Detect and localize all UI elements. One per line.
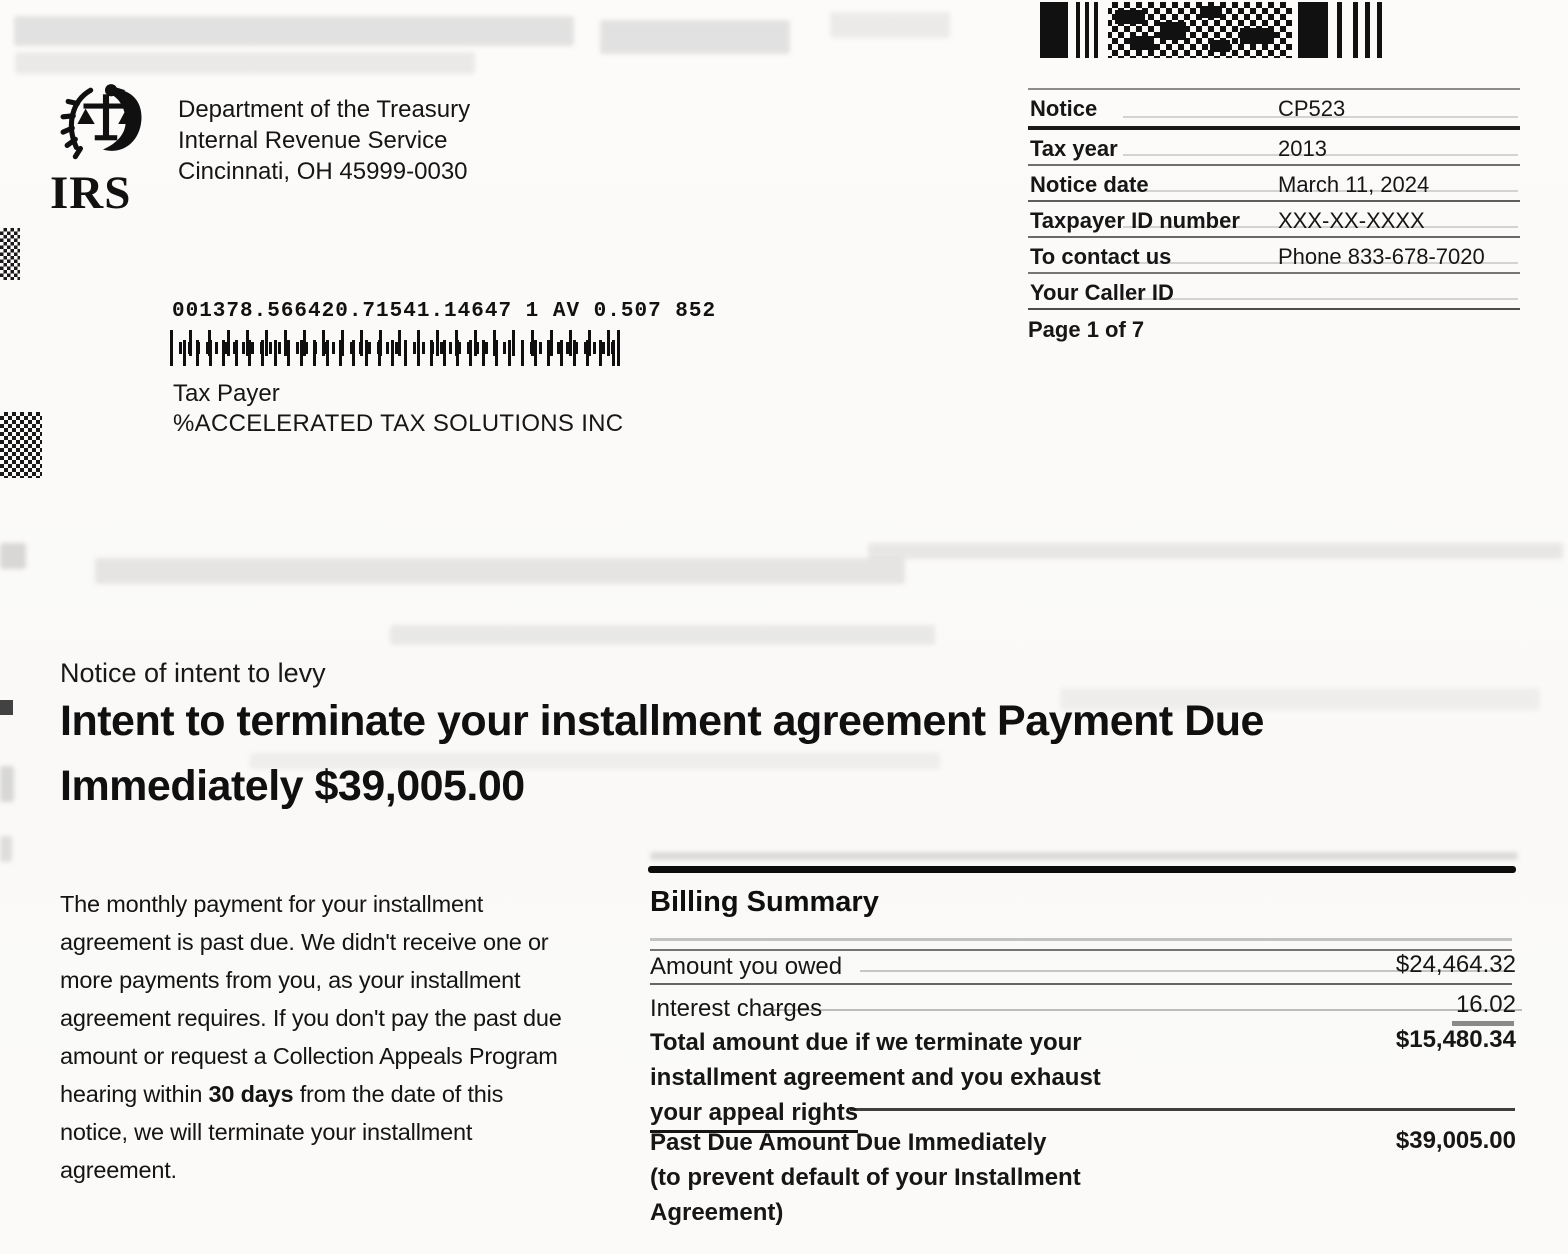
irs-eagle-logo	[60, 80, 152, 172]
billing-row-label: installment agreement and you exhaust	[650, 1064, 1101, 1091]
agency-address-line: Cincinnati, OH 45999-0030	[178, 158, 468, 185]
billing-row-label: Past Due Amount Due Immediately	[650, 1129, 1047, 1156]
billing-row-value: $24,464.32	[1395, 951, 1516, 978]
billing-row-value: $39,005.00	[1395, 1127, 1516, 1154]
scan-artifact	[390, 625, 935, 645]
billing-row-label: Interest charges	[650, 995, 823, 1022]
billing-row-label: (to prevent default of your Installment	[650, 1164, 1081, 1191]
rule	[650, 949, 1512, 951]
rule	[650, 938, 1512, 941]
table-row	[1028, 90, 1520, 130]
body-line: The monthly payment for your installment	[60, 891, 484, 917]
scan-artifact	[0, 766, 14, 802]
billing-row-label: Total amount due if we terminate your	[650, 1029, 1082, 1056]
scan-artifact	[650, 852, 1518, 860]
body-line: agreement.	[60, 1157, 177, 1183]
rule	[770, 1009, 1522, 1011]
billing-summary-heading: Billing Summary	[650, 886, 879, 918]
notice-title: Intent to terminate your installment agreement Payment Due	[60, 697, 1264, 745]
notice-title: Immediately $39,005.00	[60, 762, 525, 810]
body-line: agreement is past due. We didn't receive one or	[60, 929, 549, 955]
scan-artifact	[14, 16, 574, 46]
intelligent-mail-barcode	[170, 330, 620, 366]
row-label: To contact us	[1030, 244, 1172, 269]
body-line: agreement requires. If you don't pay the past due	[60, 1005, 562, 1031]
row-value: 2013	[1278, 136, 1327, 161]
agency-address-line: Internal Revenue Service	[178, 127, 448, 154]
table-row	[1028, 166, 1520, 202]
billing-row-label: Agreement)	[650, 1199, 784, 1226]
body-line: more payments from you, as your installment	[60, 967, 521, 993]
scan-artifact	[15, 52, 475, 74]
row-label: Notice	[1030, 96, 1098, 121]
routing-barcode	[1040, 2, 1396, 58]
body-line	[60, 1075, 562, 1113]
notice-kicker: Notice of intent to levy	[60, 658, 326, 688]
scan-artifact	[600, 20, 790, 54]
datamatrix-barcode	[0, 412, 42, 478]
scan-artifact	[830, 12, 950, 38]
notice-info-table	[1028, 88, 1520, 343]
scan-artifact	[95, 558, 905, 584]
body-text: from the date of this	[293, 1081, 504, 1107]
mail-scanline: 001378.566420.71541.14647 1 AV 0.507 852	[172, 300, 717, 323]
body-line: amount or request a Collection Appeals Program	[60, 1043, 558, 1069]
table-row	[1028, 130, 1520, 166]
datamatrix-fragment	[0, 228, 20, 280]
agency-address-line: Department of the Treasury	[178, 96, 471, 123]
billing-row-value: 16.02	[1455, 991, 1516, 1018]
row-label: Tax year	[1030, 136, 1118, 161]
row-label: Taxpayer ID number	[1030, 208, 1240, 233]
row-label: Notice date	[1030, 172, 1149, 197]
rule	[650, 983, 1512, 985]
scan-artifact	[0, 836, 12, 862]
table-row	[1028, 238, 1520, 274]
row-value: CP523	[1278, 96, 1346, 121]
table-row	[1028, 274, 1520, 310]
irs-wordmark: IRS	[50, 167, 132, 219]
recipient-care-of: %ACCELERATED TAX SOLUTIONS INC	[173, 410, 624, 437]
scan-artifact	[868, 543, 1563, 559]
row-value: XXX-XX-XXXX	[1278, 208, 1425, 233]
row-value: Phone 833-678-7020	[1278, 244, 1485, 269]
billing-row-label: Amount you owed	[650, 953, 843, 980]
deadline-emphasis: 30 days	[208, 1081, 294, 1107]
billing-row-label-underlined: your appeal rights	[650, 1099, 858, 1133]
page-indicator: Page 1 of 7	[1028, 317, 1145, 342]
agency-address	[178, 94, 470, 187]
billing-top-rule	[648, 866, 1516, 873]
scan-artifact	[0, 700, 13, 715]
recipient-name: Tax Payer	[173, 380, 280, 407]
body-text: hearing within	[60, 1081, 209, 1107]
row-label: Your Caller ID	[1030, 280, 1174, 305]
scan-artifact	[0, 543, 26, 569]
row-value: March 11, 2024	[1278, 172, 1430, 197]
table-row	[1028, 202, 1520, 238]
rule	[850, 1108, 1515, 1111]
body-line: notice, we will terminate your installment	[60, 1119, 473, 1145]
notice-body-paragraph	[60, 885, 562, 1189]
billing-row-value: $15,480.34	[1395, 1026, 1516, 1053]
